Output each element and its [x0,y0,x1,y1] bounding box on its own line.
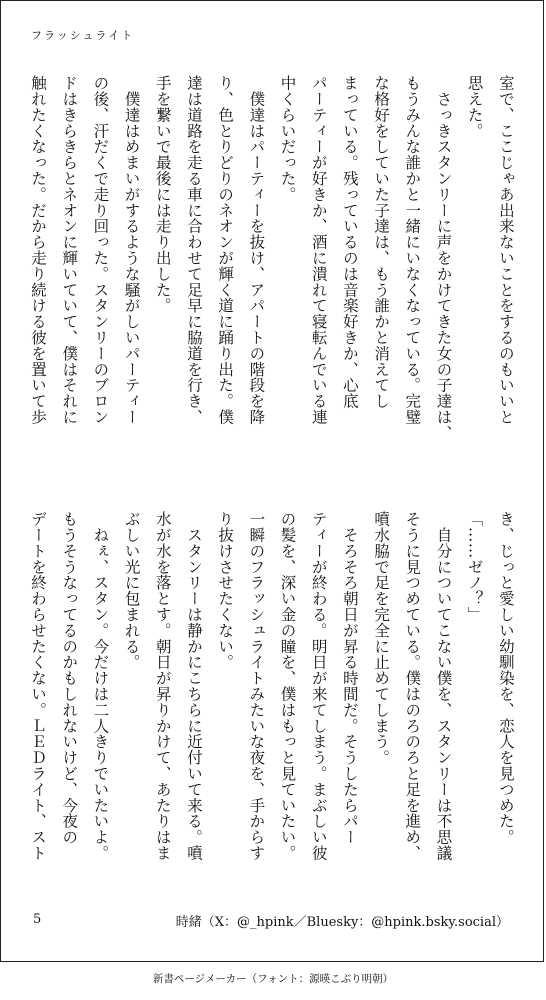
text-column: 噴水脇で足を完全に止めてしまう。 [372,511,391,766]
text-column: 「……ゼノ？」 [465,511,484,623]
text-column: さっきスタンリーに声をかけてきた女の子達は、 [434,75,453,441]
text-column: ドはきらきらとネオンに輝いていて、僕はそれに [60,75,79,425]
text-column: パーティーが好きか、酒に潰れて寝転んでいる連 [309,75,328,425]
text-column: もうみんな誰かと一緒にいなくなっている。完璧 [403,75,422,425]
text-column: もうそうなってるのかもしれないけど、今夜の [60,511,79,845]
text-column: の後、汗だくで走り回った。スタンリーのブロン [91,75,110,425]
text-column: 達は道路を走る車に合わせて足早に脇道を行き、 [184,75,203,425]
lower-text-block [23,511,521,903]
text-column: り抜けさせたくない。 [216,511,235,670]
text-column: そろそろ朝日が昇る時間だ。そうしたらパー [340,511,359,845]
text-column: 思えた。 [465,75,484,139]
text-column: の髪を、深い金の瞳を、僕はもっと見ていたい。 [278,511,297,861]
running-title: フラッシュライト [31,29,135,42]
text-column: スタンリーは静かにこちらに近付いて来る。噴 [184,511,203,861]
page-number: 5 [33,912,42,927]
text-column: ぶしい光に包まれる。 [122,511,141,670]
text-column: 自分についてこない僕を、スタンリーは不思議 [434,511,453,861]
text-column: り、色とりどりのネオンが輝く道に踊り出た。僕 [216,75,235,425]
text-column: な格好をしていた子達は、もう誰かと消えてし [372,75,391,409]
text-column: まっている。残っているのは音楽好きか、心底 [340,75,359,409]
upper-text-block [23,75,521,467]
text-column: そうに見つめている。僕はのろのろと足を進め、 [403,511,422,861]
text-column: 一瞬のフラッシュライトみたいな夜を、手からす [247,511,266,861]
text-column: 室で、ここじゃあ出来ないことをするのもいいと [496,75,515,425]
generator-credit: 新書ページメーカー（フォント：源暎こぶり明朝） [152,973,394,985]
author-credit: 時緒（X：@_hpink／Bluesky：@hpink.bsky.social） [175,915,509,930]
text-column: デートを終わらせたくない。ＬＥＤライト、スト [29,511,47,861]
text-column: 手を繋いで最後には走り出した。 [153,75,172,314]
text-column: 僕達はパーティーを抜け、アパートの階段を降 [247,75,266,425]
text-column: 僕達はめまいがするような騒がしいパーティー [122,75,141,425]
text-column: 中くらいだった。 [278,75,297,203]
text-column: ティーが終わる。明日が来てしまう。まぶしい彼 [309,511,328,861]
text-column: 触れたくなった。だから走り続ける彼を置いて歩 [29,75,47,425]
text-column: き、じっと愛しい幼馴染を、恋人を見つめた。 [496,511,515,845]
text-column: ねぇ、スタン。今だけは二人きりでいたいよ。 [91,511,110,861]
text-column: 水が水を落とす。朝日が昇りかけて、あたりはま [153,511,172,861]
